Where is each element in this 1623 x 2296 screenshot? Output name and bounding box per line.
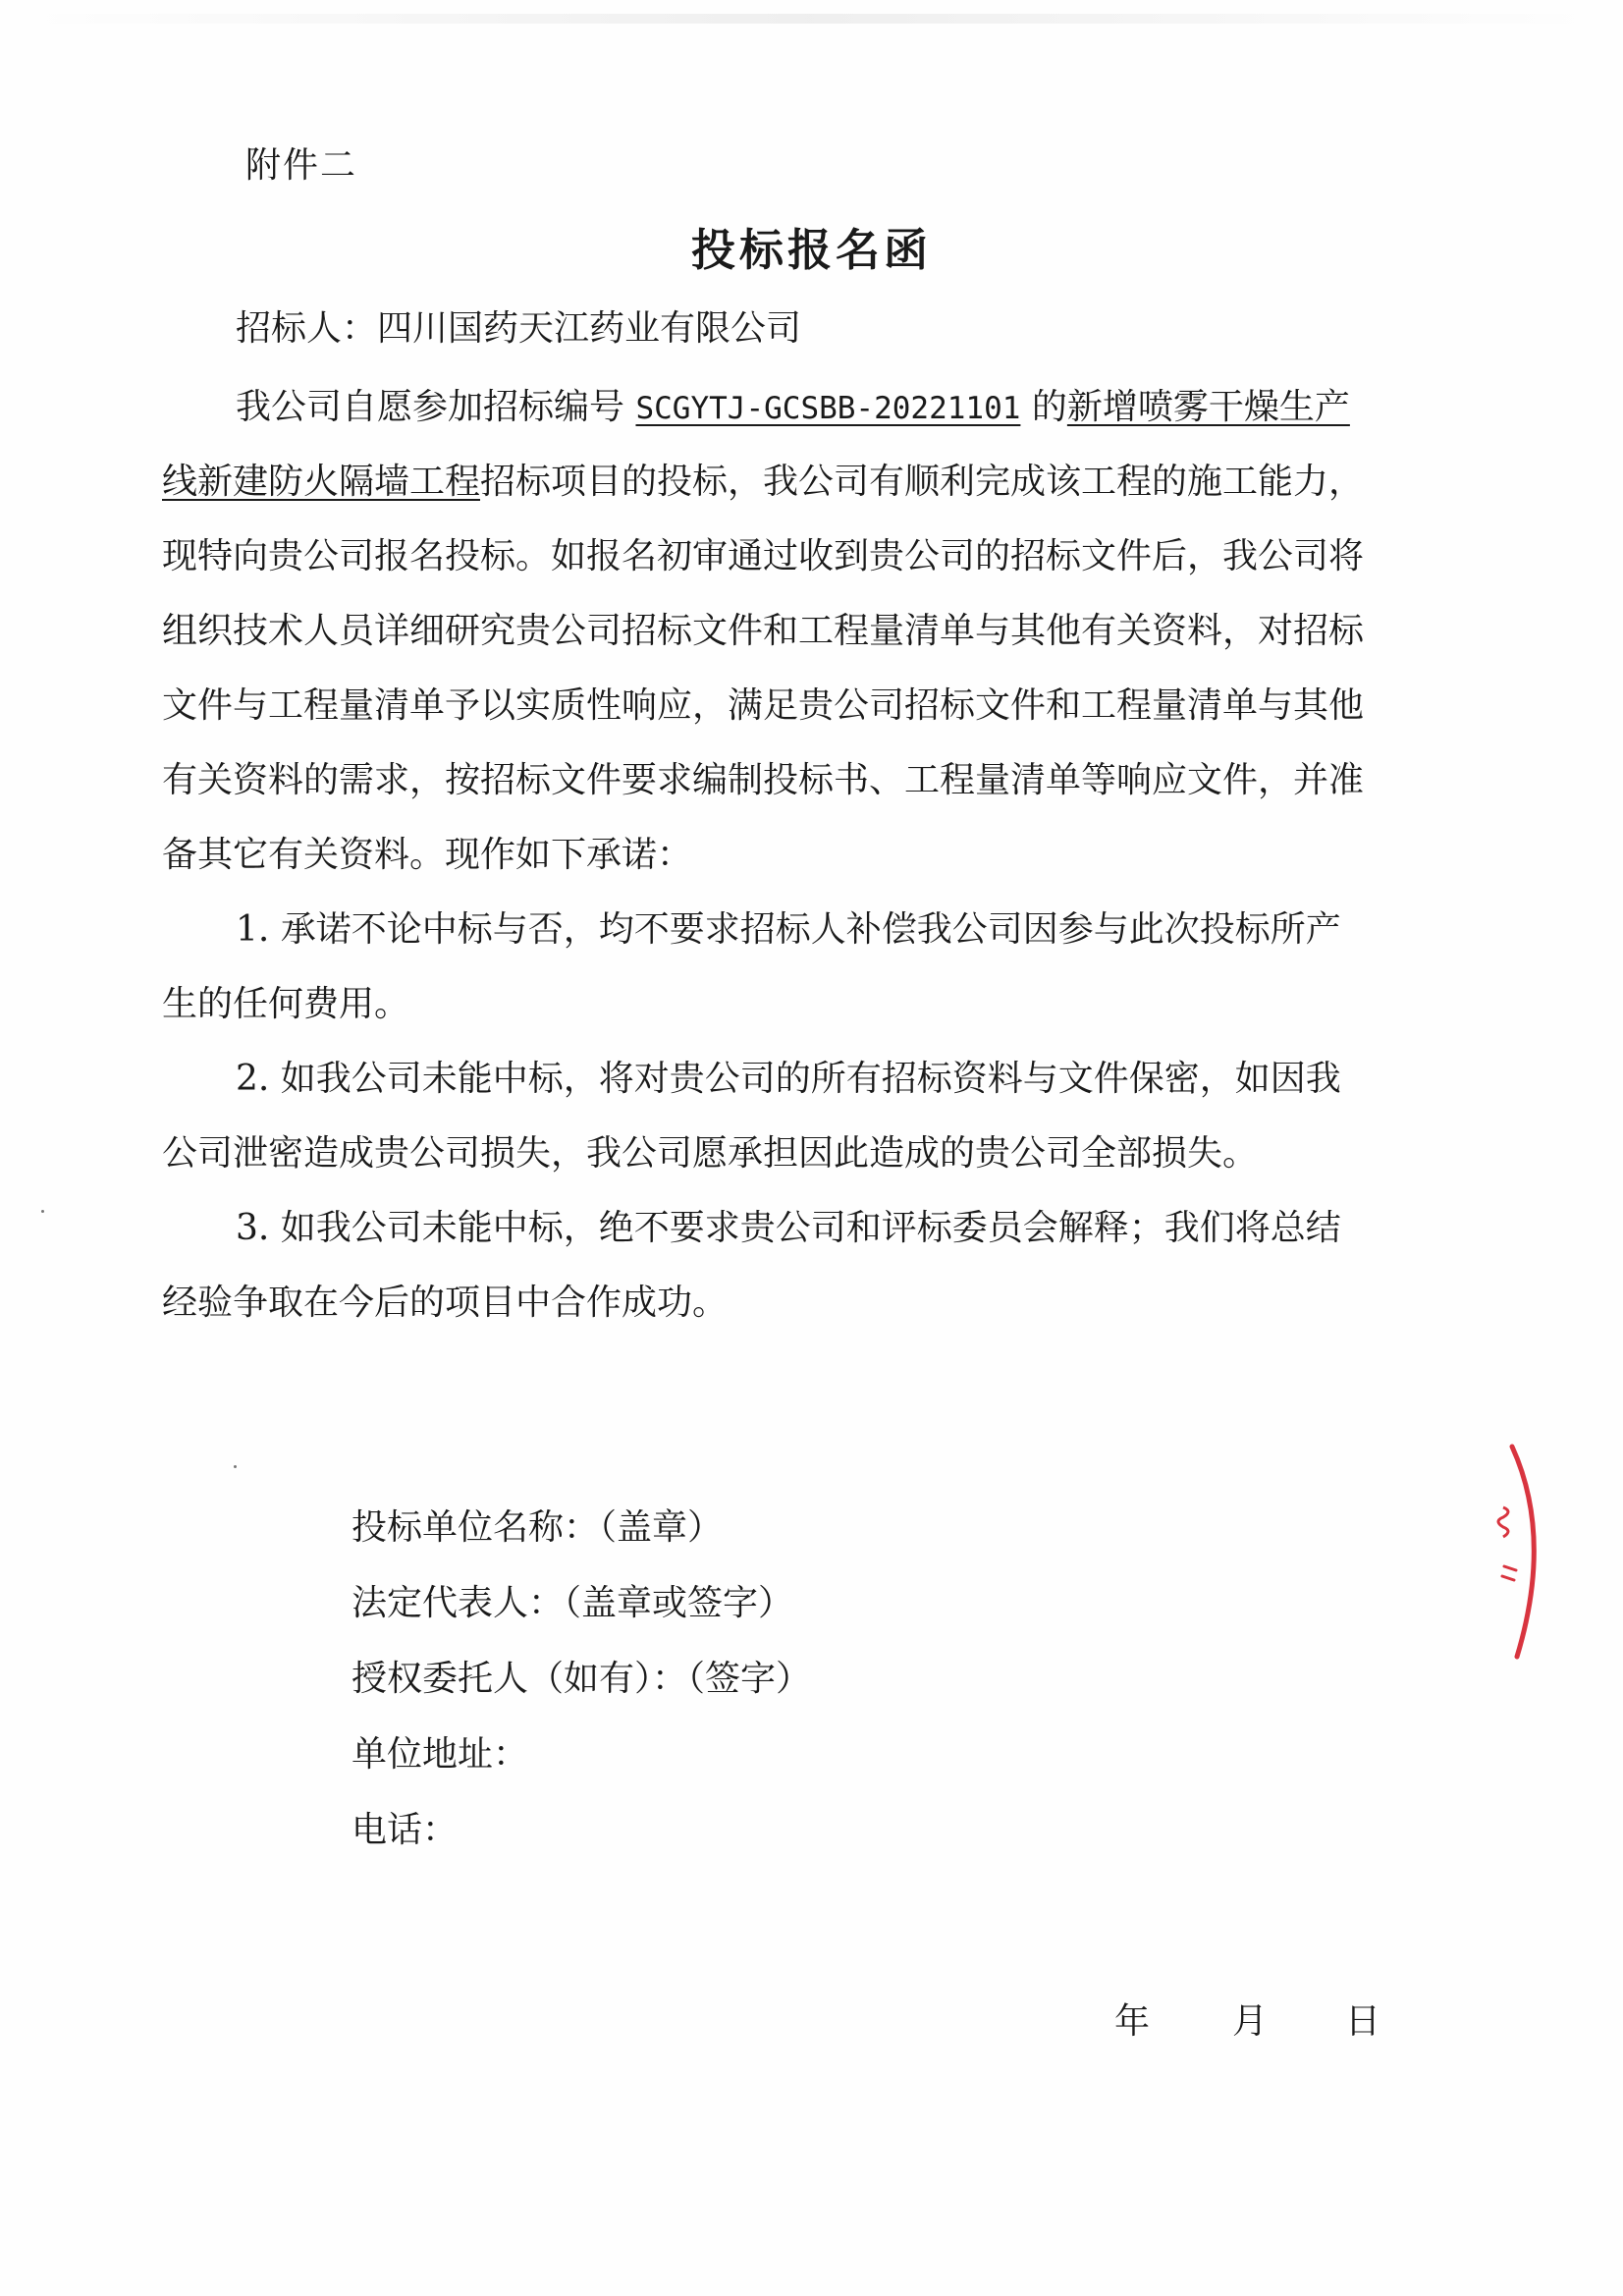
phone-field: 电话： bbox=[352, 1810, 459, 1850]
recipient-line: 招标人：四川国药天江药业有限公司 bbox=[236, 308, 802, 349]
commitment-3-line-2: 经验争取在今后的项目中合作成功。 bbox=[162, 1283, 729, 1323]
date-year: 年 bbox=[1114, 2001, 1151, 2042]
legal-rep-field: 法定代表人：（盖章或签字） bbox=[352, 1583, 794, 1623]
commitment-1-line-1: 1. 承诺不论中标与否，均不要求招标人补偿我公司因参与此次投标所产 bbox=[236, 909, 1341, 950]
scan-artifact bbox=[20, 14, 1600, 24]
document-title: 投标报名函 bbox=[690, 224, 932, 276]
intro-line-1 bbox=[236, 385, 1350, 431]
intro-line-5: 文件与工程量清单予以实质性响应，满足贵公司招标文件和工程量清单与其他 bbox=[162, 685, 1365, 726]
address-field: 单位地址： bbox=[352, 1734, 529, 1775]
project-name-part2: 线新建防火隔墙工程 bbox=[162, 462, 481, 502]
bid-number: SCGYTJ-GCSBB-20221101 bbox=[635, 391, 1021, 426]
date-day: 日 bbox=[1345, 2001, 1381, 2042]
intro-line-6: 有关资料的需求，按招标文件要求编制投标书、工程量清单等响应文件，并准 bbox=[162, 760, 1365, 800]
commitment-2-line-2: 公司泄密造成贵公司损失，我公司愿承担因此造成的贵公司全部损失。 bbox=[162, 1133, 1259, 1174]
seal-stamp-icon bbox=[1483, 1439, 1600, 1665]
project-name-part1: 新增喷雾干燥生产 bbox=[1066, 387, 1350, 427]
commitment-3-line-1: 3. 如我公司未能中标，绝不要求贵公司和评标委员会解释；我们将总结 bbox=[236, 1208, 1341, 1248]
attachment-label: 附件二 bbox=[245, 145, 358, 186]
intro-line-2-rest: 招标项目的投标，我公司有顺利完成该工程的施工能力， bbox=[480, 462, 1365, 502]
scan-speck bbox=[41, 1210, 44, 1213]
intro-line-2 bbox=[162, 460, 1364, 505]
intro-line-4: 组织技术人员详细研究贵公司招标文件和工程量清单与其他有关资料，对招标 bbox=[162, 611, 1365, 651]
scan-speck bbox=[234, 1465, 237, 1468]
intro-line-7: 备其它有关资料。现作如下承诺： bbox=[162, 835, 693, 875]
intro-middle: 的 bbox=[1031, 387, 1067, 427]
authorized-agent-field: 授权委托人（如有）：（签字） bbox=[352, 1659, 812, 1699]
bidder-name-field: 投标单位名称：（盖章） bbox=[352, 1507, 724, 1548]
intro-prefix: 我公司自愿参加招标编号 bbox=[236, 387, 625, 427]
commitment-1-line-2: 生的任何费用。 bbox=[162, 984, 410, 1024]
date-month: 月 bbox=[1232, 2001, 1269, 2042]
intro-line-3: 现特向贵公司报名投标。如报名初审通过收到贵公司的招标文件后，我公司将 bbox=[162, 536, 1365, 576]
commitment-2-line-1: 2. 如我公司未能中标，将对贵公司的所有招标资料与文件保密，如因我 bbox=[236, 1059, 1341, 1099]
